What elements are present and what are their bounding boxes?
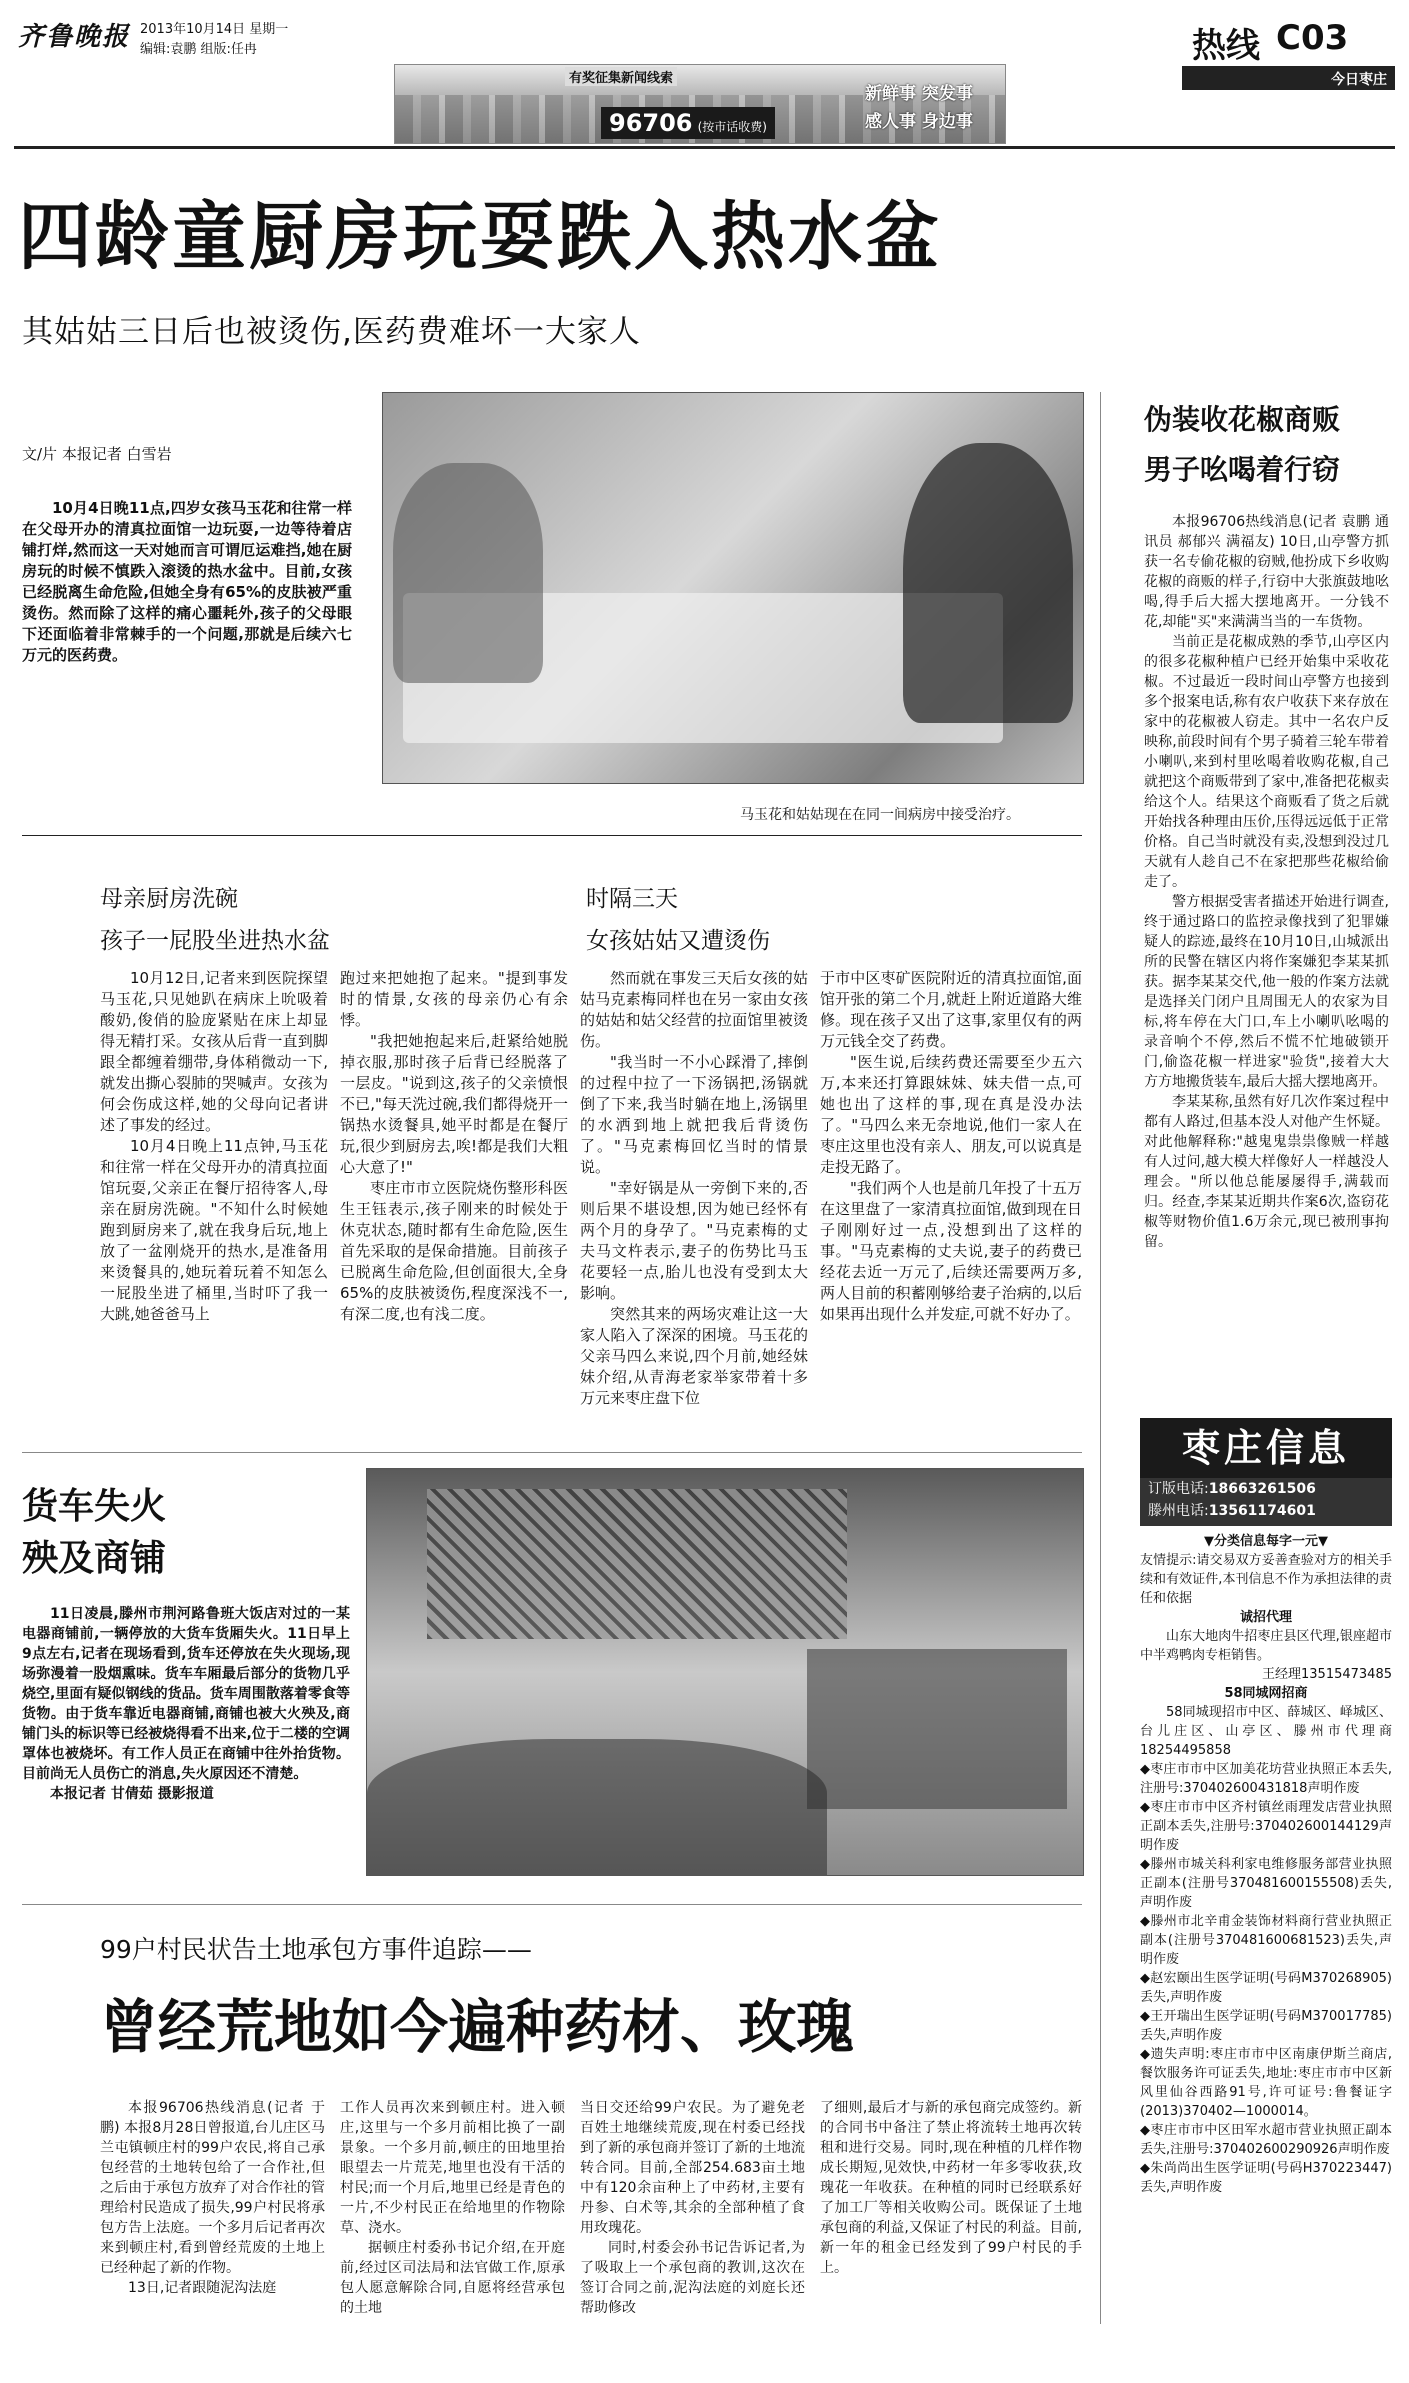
paper-name: 齐鲁晚报 — [18, 22, 131, 52]
sub2-title-line1: 时隔三天 — [586, 886, 678, 912]
sub2-title-line2: 女孩姑姑又遭烫伤 — [586, 928, 770, 954]
main-subheadline: 其姑姑三日后也被烫伤,医药费难坏一大家人 — [22, 314, 641, 350]
main-lead-text: 10月4日晚11点,四岁女孩马玉花和往常一样在父母开办的清真拉面馆一边玩耍,一边等待着店铺打烊,然而这一天对她而言可谓厄运难挡,她在厨房玩的时候不慎跌入滚烫的热水盆中。目前,女孩已经脱离生命危险,但她全身有65%的皮肤被严重烫伤。然而除了这样的痛心噩耗外,孩子的父母眼下还面临着非常棘手的一个问题,那就是后续六七万元的医药费。 — [22, 499, 352, 664]
bottom-kicker: 99户村民状告土地承包方事件追踪—— — [100, 1935, 532, 1964]
main-col-2 — [340, 968, 568, 1433]
truck-text: 11日凌晨,滕州市荆河路鲁班大饭店对过的一某电器商铺前,一辆停放的大货车货厢失火。11日早上9点左右,记者在现场看到,货车还停放在失火现场,现场弥漫着一股烟熏味。货车车厢最后部分的货物几乎烧空,里面有疑似钢线的货品。货车周围散落着零食等货物。由于货车靠近电器商铺,商铺也被大火殃及,商铺门头的标识等已经被烧得看不出来,位于二楼的空调罩体也被烧坏。有工作人员正在商铺中往外抬货物。目前尚无人员伤亡的消息,失火原因还不清楚。 — [22, 1606, 350, 1782]
main-col4-p2: "医生说,后续药费还需要至少五六万,本来还打算跟妹妹、妹夫借一点,可她也出了这样的事,现在真是没办法了。"马四么来无奈地说,他们一家人在枣庄这里也没有亲人、朋友,可以说真是走投无路了。 — [820, 1053, 1082, 1176]
truck-byline: 本报记者 甘倩茹 摄影报道 — [50, 1786, 214, 1802]
bottom-col2-p1: 工作人员再次来到顿庄村。进入顿庄,这里与一个多月前相比换了一副景象。一个多月前,顿庄的田地里抬眼望去一片荒芜,地里也没有干活的村民;而一个月后,地里已经是青色的一片,不少村民正在给地里的作物除草、浇水。 — [340, 2100, 565, 2236]
info-phone1-label: 订版电话: — [1148, 1481, 1209, 1497]
side-p2: 当前正是花椒成熟的季节,山亭区内的很多花椒种植户已经开始集中采收花椒。不过最近一段时间山亭警方也接到多个报案电话,称有农户收获下来存放在家中的花椒被人窃走。其中一名农户反映称,前段时间有个男子骑着三轮车带着小喇叭,来到村里吆喝着收购花椒,自己就把这个商贩带到了家中,准备把花椒卖给这个人。结果这个商贩看了货之后就开始找各种理由压价,压得远远低于正常价格。自己当时就没有卖,没想到没过几天就有人趁自己不在家把那些花椒给偷走了。 — [1144, 634, 1389, 890]
info-section1-title: 诚招代理 — [1239, 1610, 1292, 1625]
banner-slogan-1: 新鲜事 突发事 — [865, 84, 973, 104]
side-p1: 本报96706热线消息(记者 袁鹏 通讯员 郝郁兴 满福友) 10日,山亭警方抓获一名专偷花椒的窃贼,他扮成下乡收购花椒的商贩的样子,行窃中大张旗鼓地吆喝,得手后大摇大摆地离开。一分钱不花,却能"买"来满满当当的一车货物。 — [1144, 514, 1389, 630]
hotline-banner — [394, 64, 1006, 144]
main-col2-p3: 枣庄市市立医院烧伤整形科医生王钰表示,孩子刚来的时候处于休克状态,随时都有生命危险,医生首先采取的是保命措施。目前孩子已脱离生命危险,但创面很大,全身65%的皮肤被烫伤,程度深浅不一,有深二度,也有浅二度。 — [340, 1179, 568, 1323]
person-right — [903, 443, 1073, 723]
info-section1-text: 山东大地肉牛招枣庄县区代理,银座超市中半鸡鸭肉专柜销售。 — [1140, 1629, 1392, 1663]
info-box — [1140, 1418, 1392, 2318]
main-headline: 四龄童厨房玩耍跌入热水盆 — [18, 194, 942, 280]
info-phones — [1140, 1478, 1392, 1526]
info-phone1: 18663261506 — [1208, 1481, 1316, 1497]
main-col2-p1: 跑过来把她抱了起来。"提到事发时的情景,女孩的母亲仍心有余悸。 — [340, 969, 568, 1029]
classified-item: ◆枣庄市市中区齐村镇丝雨理发店营业执照正副本丢失,注册号:370402600144129声明作废 — [1140, 1800, 1392, 1853]
side-p4: 李某某称,虽然有好几次作案过程中都有人路过,但基本没人对他产生怀疑。对此他解释称:"越鬼鬼祟祟像贼一样越有人过问,越大模大样像好人一样越没人理会。"所以他总能屡屡得手,满载而归。经查,李某某近期共作案6次,盗窃花椒等财物价值1.6万余元,现已被刑事拘留。 — [1144, 1094, 1389, 1250]
banner-line1: 有奖征集新闻线索 — [565, 67, 677, 86]
caption-rule — [22, 835, 1082, 836]
info-title: 枣庄信息 — [1140, 1418, 1392, 1478]
banner-hotline — [601, 107, 775, 139]
main-col1-p1: 10月12日,记者来到医院探望马玉花,只见她趴在病床上吮吸着酸奶,俊俏的脸庞紧贴在床上却显得无精打采。女孩从后背一直到脚跟全都缠着绷带,身体稍微动一下,就发出撕心裂肺的哭喊声。女孩为何会伤成这样,她的父母向记者讲述了事发的经过。 — [100, 969, 328, 1134]
info-section1-contact: 王经理13515473485 — [1262, 1667, 1392, 1682]
section-name: 热线 — [1192, 26, 1260, 66]
crowd-shape — [367, 1739, 827, 1875]
info-phone2: 13561174601 — [1208, 1503, 1316, 1519]
info-tagline: ▼分类信息每字一元▼ — [1204, 1534, 1328, 1549]
bottom-col2-p2: 据顿庄村委孙书记介绍,在开庭前,经过区司法局和法官做工作,原承包人愿意解除合同,自愿将经营承包的土地 — [340, 2240, 565, 2316]
side-p3: 警方根据受害者描述开始进行调查,终于通过路口的监控录像找到了犯罪嫌疑人的踪迹,最终在10月10日,山城派出所的民警在辖区内将作案嫌犯李某某抓获。据李某某交代,他一般的作案方法就是选择关门闭户且周围无人的农家为目标,将车停在大门口,车上小喇叭吆喝的录音响个不停,然后不慌不忙地破锁开门,偷盗花椒一样进家"验货",接着大大方方地搬货装车,最后大摇大摆地离开。 — [1144, 894, 1389, 1090]
sub1-title-line1: 母亲厨房洗碗 — [100, 886, 238, 912]
main-photo-caption: 马玉花和姑姑现在在同一间病房中接受治疗。 — [740, 807, 1020, 823]
info-phone-1 — [1148, 1478, 1392, 1500]
main-col3-p1: 然而就在事发三天后女孩的姑姑马克素梅同样也在另一家由女孩的姑姑和姑父经营的拉面馆里被烫伤。 — [580, 969, 808, 1050]
bottom-col3-p2: 同时,村委会孙书记告诉记者,为了吸取上一个承包商的教训,这次在签订合同之前,泥沟法庭的刘庭长还帮助修改 — [580, 2240, 805, 2316]
banner-slogan-2: 感人事 身边事 — [865, 112, 973, 132]
masthead-rule — [14, 146, 1395, 149]
bottom-top-rule — [22, 1904, 1082, 1905]
main-col4-p1: 于市中区枣矿医院附近的清真拉面馆,面馆开张的第二个月,就赶上附近道路大维修。现在孩子又出了这事,家里仅有的两万元钱全交了药费。 — [820, 969, 1082, 1050]
bottom-col1-p1: 本报96706热线消息(记者 于鹏) 本报8月28日曾报道,台儿庄区马兰屯镇顿庄村的99户农民,将自己承包经营的土地转包给了一合作社,但之后由于承包方放弃了对合作社的管理给村民造成了损失,99户村民将承包方告上法庭。一个多月后记者再次来到顿庄村,看到曾经荒废的土地上已经种起了新的作物。 — [100, 2100, 325, 2276]
bottom-col-2 — [340, 2098, 565, 2368]
right-column-divider — [1100, 392, 1101, 2324]
main-col2-p2: "我把她抱起来后,赶紧给她脱掉衣服,那时孩子后背已经脱落了一层皮。"说到这,孩子的父亲愤恨不已,"每天洗过碗,我们都得烧开一锅热水烫餐具,她平时都是在餐厅玩,很少到厨房去,唉!都是我们大粗心大意了!" — [340, 1032, 568, 1176]
main-col3-p3: "幸好锅是从一旁倒下来的,否则后果不堪设想,因为她已经怀有两个月的身孕了。"马克素梅的丈夫马文杵表示,妻子的伤势比马玉花要轻一点,胎儿也没有受到太大影响。 — [580, 1179, 808, 1302]
classified-item: ◆枣庄市市中区田军水超市营业执照正副本丢失,注册号:370402600290926声明作废 — [1140, 2123, 1392, 2157]
bottom-col-4 — [820, 2098, 1082, 2368]
main-col1-p2: 10月4日晚上11点钟,马玉花和往常一样在父母开办的清真拉面馆玩耍,父亲正在餐厅招待客人,母亲在厨房洗碗。"不知什么时候她跑到厨房来了,就在我身后玩,地上放了一盆刚烧开的热水,是准备用来烫餐具的,她玩着玩着不知怎么一屁股坐进了桶里,当时吓了我一大跳,她爸爸马上 — [100, 1137, 328, 1323]
person-left — [393, 463, 543, 683]
truck-fire-photo — [366, 1468, 1084, 1876]
main-col3-p4: 突然其来的两场灾难让这一大家人陷入了深深的困境。马玉花的父亲马四么来说,四个月前,她经妹妹介绍,从青海老家举家带着十多万元来枣庄盘下位 — [580, 1305, 808, 1407]
truck-shape — [807, 1649, 1067, 1809]
main-col-3 — [580, 968, 808, 1433]
truck-headline-line1: 货车失火 — [22, 1485, 167, 1527]
subsection-bar — [1182, 66, 1395, 90]
bottom-col4-p1: 了细则,最后才与新的承包商完成签约。新的合同书中备注了禁止将流转土地再次转租和进行交易。同时,现在种植的几样作物成长期短,见效快,中药材一年多零收获,玫瑰花一年收获。在种植的同时已经联系好了加工厂等相关收购公司。既保证了土地承包商的利益,又保证了村民的利益。目前,新一年的租金已经发到了99户村民的手上。 — [820, 2100, 1082, 2276]
subsection-name: 今日枣庄 — [1331, 72, 1387, 88]
truck-headline-line2: 殃及商铺 — [22, 1537, 167, 1579]
side-headline-line1: 伪装收花椒商贩 — [1144, 403, 1341, 436]
editors-line: 编辑:袁鹏 组版:任冉 — [140, 42, 257, 57]
page-number: C03 — [1276, 18, 1349, 58]
bottom-col1-p2: 13日,记者跟随泥沟法庭 — [128, 2280, 277, 2296]
date-line: 2013年10月14日 星期一 — [140, 22, 289, 37]
info-phone-2 — [1148, 1500, 1392, 1522]
bottom-headline: 曾经荒地如今遍种药材、玫瑰 — [100, 1993, 855, 2061]
bottom-col-3 — [580, 2098, 805, 2368]
sub1-title-line2: 孩子一屁股坐进热水盆 — [100, 928, 330, 954]
main-col-1 — [100, 968, 328, 1433]
classified-item: ◆滕州市城关科利家电维修服务部营业执照正副本(注册号370481600155508)丢失,声明作废 — [1140, 1857, 1392, 1910]
classified-item: ◆滕州市北辛甫金装饰材料商行营业执照正副本(注册号370481600681523)丢失,声明作废 — [1140, 1914, 1392, 1967]
side-headline-line2: 男子吆喝着行窃 — [1144, 453, 1341, 486]
main-byline: 文/片 本报记者 白雪岩 — [22, 445, 172, 463]
classified-item: ◆朱尚尚出生医学证明(号码H370223447)丢失,声明作废 — [1140, 2161, 1392, 2195]
main-lead — [22, 498, 352, 666]
classified-item: ◆枣庄市市中区加美花坊营业执照正本丢失,注册号:370402600431818声明作废 — [1140, 1762, 1392, 1796]
bottom-col-1 — [100, 2098, 325, 2368]
classified-item: ◆赵宏颐出生医学证明(号码M370268905)丢失,声明作废 — [1140, 1971, 1392, 2005]
info-content — [1140, 1532, 1392, 2197]
truck-body — [22, 1604, 350, 1864]
banner-hotline-number: 96706 — [609, 109, 693, 137]
classified-item: ◆王开瑞出生医学证明(号码M370017785)丢失,声明作废 — [1140, 2009, 1392, 2043]
side-story-body — [1144, 512, 1389, 1412]
banner-hotline-note: (按市话收费) — [697, 120, 767, 134]
main-col3-p2: "我当时一不小心踩滑了,摔倒的过程中拉了一下汤锅把,汤锅就倒了下来,我当时躺在地上,汤锅里的水洒到地上就把我后背烫伤了。"马克素梅回忆当时的情景说。 — [580, 1053, 808, 1176]
truck-top-rule — [22, 1452, 1082, 1453]
main-photo-hospital — [382, 392, 1084, 784]
masthead — [14, 8, 1395, 148]
classified-item: ◆遗失声明:枣庄市市中区南康伊斯兰商店,餐饮服务许可证丢失,地址:枣庄市市中区新风里仙谷西路91号,许可证号:鲁餐证字(2013)370402—1000014。 — [1140, 2047, 1392, 2119]
info-phone2-label: 滕州电话: — [1148, 1503, 1209, 1519]
main-col4-p3: "我们两个人也是前几年投了十五万在这里盘了一家清真拉面馆,做到现在日子刚刚好过一点,没想到出了这样的事。"马克素梅的丈夫说,妻子的药费已经花去近一万元了,后续还需要两万多,两人目前的积蓄刚够给妻子治病的,以后如果再出现什么并发症,可就不好办了。 — [820, 1179, 1082, 1323]
main-col-4 — [820, 968, 1082, 1433]
bottom-col3-p1: 当日交还给99户农民。为了避免老百姓土地继续荒废,现在村委已经找到了新的承包商并签订了新的土地流转合同。目前,全部254.683亩土地中有120余亩种上了中药材,主要有丹参、白术等,其余的全部种植了食用玫瑰花。 — [580, 2100, 805, 2236]
burnt-storefront — [427, 1489, 847, 1639]
info-section2-text: 58同城现招市中区、薛城区、峄城区、台儿庄区、山亭区、滕州市代理商18254495858 — [1140, 1705, 1392, 1758]
info-notice: 友情提示:请交易双方妥善查验对方的相关手续和有效证件,本刊信息不作为承担法律的责任和依据 — [1140, 1553, 1392, 1606]
info-section2-title: 58同城网招商 — [1224, 1686, 1308, 1701]
